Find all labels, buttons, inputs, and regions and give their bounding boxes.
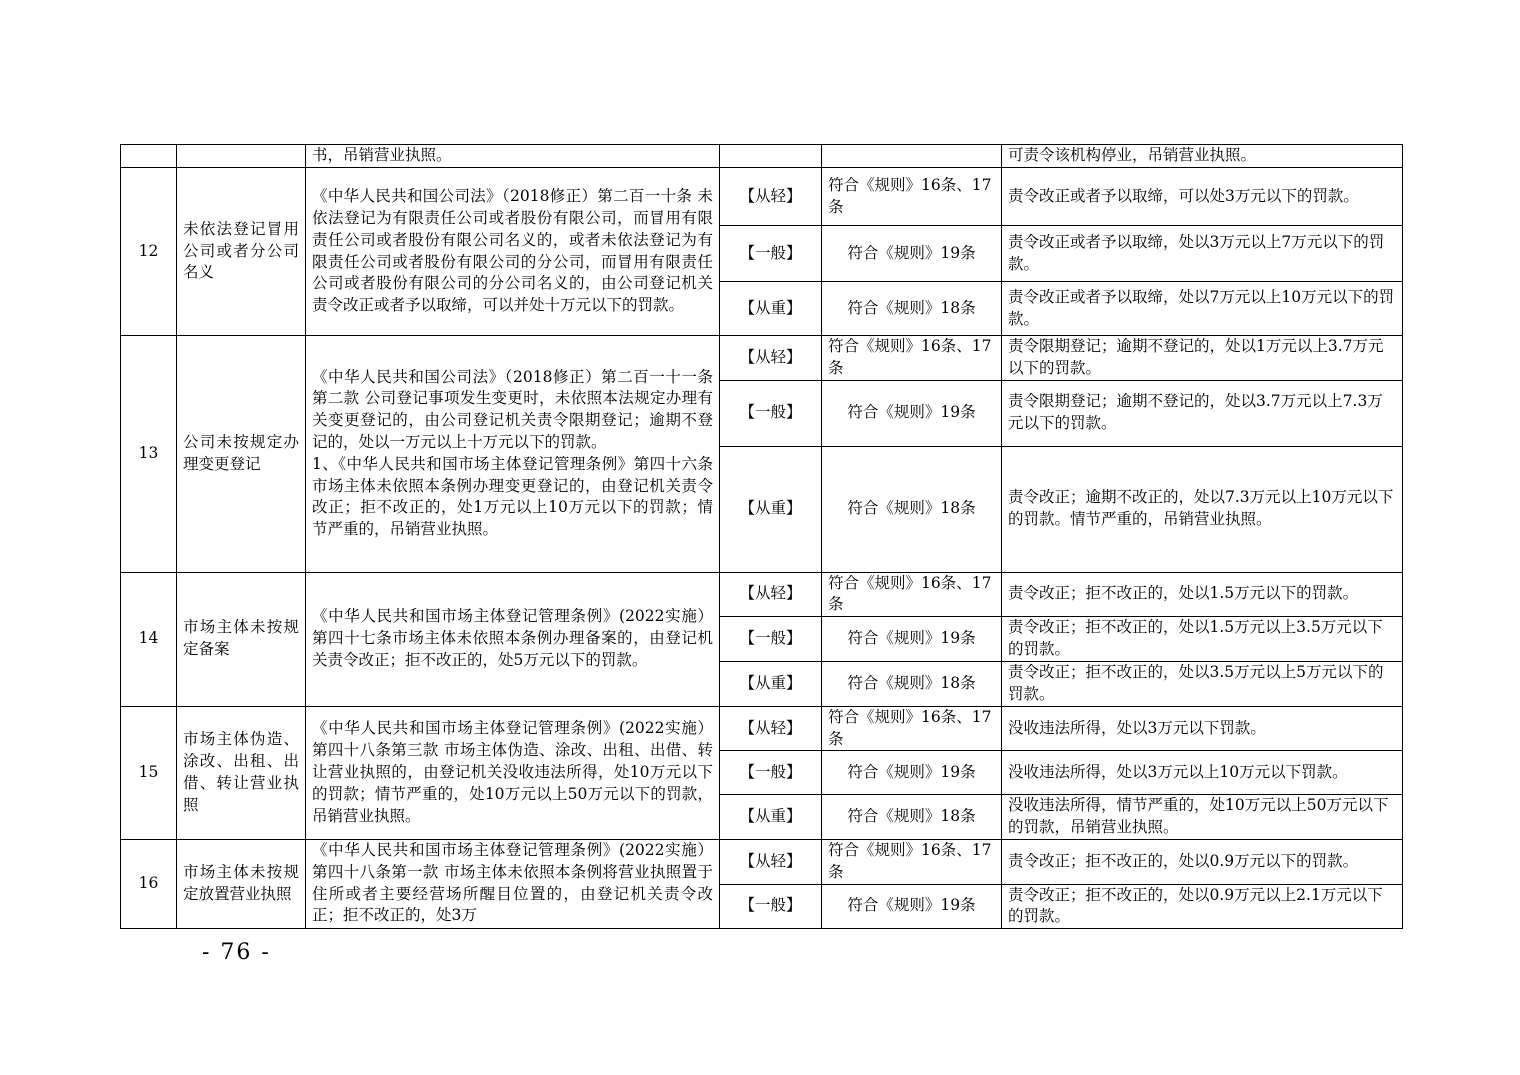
penalty-standard-cell: 责令改正；拒不改正的，处以0.9万元以下的罚款。 <box>1002 839 1403 884</box>
violation-item-cell: 市场主体伪造、涂改、出租、出借、转让营业执照 <box>177 706 306 839</box>
legal-basis-cell <box>306 168 720 336</box>
row-number-cell: 12 <box>121 168 177 336</box>
penalty-standard-cell: 没收违法所得，处以3万元以上10万元以下罚款。 <box>1002 751 1403 795</box>
violation-item-cell: 市场主体未按规定放置营业执照 <box>177 839 306 928</box>
violation-item-cell: 公司未按规定办理变更登记 <box>177 336 306 573</box>
applicable-condition-cell: 符合《规则》19条 <box>822 617 1002 662</box>
penalty-standard-cell: 没收违法所得，处以3万元以下罚款。 <box>1002 706 1403 751</box>
carry-cond-cell <box>822 145 1002 168</box>
penalty-standard-cell: 责令改正；逾期不改正的，处以7.3万元以上10万元以下的罚款。情节严重的，吊销营业执照。 <box>1002 446 1403 572</box>
legal-basis-cell <box>306 572 720 706</box>
carry-no-cell <box>121 145 177 168</box>
discretion-level-cell: 【从轻】 <box>720 336 822 381</box>
discretion-level-cell: 【一般】 <box>720 884 822 929</box>
carry-item-cell <box>177 145 306 168</box>
penalty-standard-cell: 没收违法所得，情节严重的，处10万元以上50万元以下的罚款，吊销营业执照。 <box>1002 795 1403 840</box>
discretion-level-cell: 【从重】 <box>720 282 822 336</box>
legal-basis-paragraph: 《中华人民共和国市场主体登记管理条例》(2022实施）第四十八条第三款 市场主体伪造、涂改、出租、出借、转让营业执照的，由登记机关没收违法所得，处10万元以下的罚款；情节严重的，处10万元以上50万元以下的罚款，吊销营业执照。 <box>312 719 713 825</box>
penalty-standard-cell: 责令改正；拒不改正的，处以3.5万元以上5万元以下的罚款。 <box>1002 661 1403 706</box>
discretion-level-cell: 【从轻】 <box>720 572 822 617</box>
table-body <box>121 145 1403 929</box>
penalty-standard-cell: 责令限期登记；逾期不登记的，处以1万元以上3.7万元以下的罚款。 <box>1002 336 1403 381</box>
discretion-level-cell: 【一般】 <box>720 380 822 446</box>
applicable-condition-cell: 符合《规则》16条、17条 <box>822 706 1002 751</box>
applicable-condition-cell: 符合《规则》19条 <box>822 884 1002 929</box>
table-row <box>121 168 1403 226</box>
penalty-standard-cell: 责令改正或者予以取缔，处以7万元以上10万元以下的罚款。 <box>1002 282 1403 336</box>
legal-basis-paragraph: 《中华人民共和国市场主体登记管理条例》(2022实施）第四十八条第一款 市场主体未依照本条例将营业执照置于住所或者主要经营场所醒目位置的，由登记机关责令改正；拒不改正的，处3万 <box>312 840 713 925</box>
discretion-level-cell: 【一般】 <box>720 617 822 662</box>
carry-basis-cell: 书，吊销营业执照。 <box>306 145 720 168</box>
discretion-level-cell: 【从重】 <box>720 661 822 706</box>
page-number: - 76 - <box>202 940 271 965</box>
applicable-condition-cell: 符合《规则》16条、17条 <box>822 336 1002 381</box>
applicable-condition-cell: 符合《规则》18条 <box>822 446 1002 572</box>
applicable-condition-cell: 符合《规则》19条 <box>822 380 1002 446</box>
discretion-level-cell: 【一般】 <box>720 226 822 282</box>
penalty-standard-cell: 责令改正或者予以取缔，处以3万元以上7万元以下的罚款。 <box>1002 226 1403 282</box>
discretion-level-cell: 【从轻】 <box>720 168 822 226</box>
row-number-cell: 14 <box>121 572 177 706</box>
discretion-level-cell: 【从重】 <box>720 795 822 840</box>
applicable-condition-cell: 符合《规则》19条 <box>822 226 1002 282</box>
violation-item-cell: 市场主体未按规定备案 <box>177 572 306 706</box>
legal-basis-paragraph: 《中华人民共和国市场主体登记管理条例》(2022实施）第四十七条市场主体未依照本条例办理备案的，由登记机关责令改正；拒不改正的，处5万元以下的罚款。 <box>312 607 713 670</box>
row-number-cell: 13 <box>121 336 177 573</box>
applicable-condition-cell: 符合《规则》18条 <box>822 661 1002 706</box>
penalty-standard-cell: 责令改正；拒不改正的，处以1.5万元以上3.5万元以下的罚款。 <box>1002 617 1403 662</box>
legal-basis-paragraph: 1、《中华人民共和国市场主体登记管理条例》第四十六条市场主体未依照本条例办理变更登记的，由登记机关责令改正；拒不改正的，处1万元以上10万元以下的罚款；情节严重的，吊销营业执照。 <box>312 454 713 539</box>
table-row-carryover <box>121 145 1403 168</box>
applicable-condition-cell: 符合《规则》16条、17条 <box>822 839 1002 884</box>
carry-standard-cell: 可责令该机构停业，吊销营业执照。 <box>1002 145 1403 168</box>
discretion-level-cell: 【从轻】 <box>720 706 822 751</box>
applicable-condition-cell: 符合《规则》18条 <box>822 795 1002 840</box>
penalty-standard-table <box>120 144 1403 929</box>
applicable-condition-cell: 符合《规则》16条、17条 <box>822 572 1002 617</box>
applicable-condition-cell: 符合《规则》19条 <box>822 751 1002 795</box>
penalty-standard-cell: 责令改正；拒不改正的，处以0.9万元以上2.1万元以下的罚款。 <box>1002 884 1403 929</box>
table-row <box>121 572 1403 617</box>
penalty-standard-cell: 责令限期登记；逾期不登记的，处以3.7万元以上7.3万元以下的罚款。 <box>1002 380 1403 446</box>
carry-level-cell <box>720 145 822 168</box>
table-row <box>121 336 1403 381</box>
row-number-cell: 16 <box>121 839 177 928</box>
penalty-standard-cell: 责令改正；拒不改正的，处以1.5万元以下的罚款。 <box>1002 572 1403 617</box>
applicable-condition-cell: 符合《规则》16条、17条 <box>822 168 1002 226</box>
legal-basis-cell <box>306 336 720 573</box>
legal-basis-cell <box>306 839 720 928</box>
discretion-level-cell: 【从轻】 <box>720 839 822 884</box>
applicable-condition-cell: 符合《规则》18条 <box>822 282 1002 336</box>
discretion-level-cell: 【从重】 <box>720 446 822 572</box>
legal-basis-paragraph: 《中华人民共和国公司法》（2018修正）第二百一十一条第二款 公司登记事项发生变更时，未依照本法规定办理有关变更登记的，由公司登记机关责令限期登记；逾期不登记的，处以一万元以上十万元以下的罚款。 <box>312 367 713 451</box>
table-row <box>121 706 1403 751</box>
discretion-level-cell: 【一般】 <box>720 751 822 795</box>
legal-basis-paragraph: 《中华人民共和国公司法》（2018修正）第二百一十条 未依法登记为有限责任公司或者股份有限公司，而冒用有限责任公司或者股份有限公司名义的，或者未依法登记为有限责任公司或者股份有限公司的分公司，而冒用有限责任公司或者股份有限公司的分公司名义的，由公司登记机关责令改正或者予以取缔，可以并处十万元以下的罚款。 <box>312 187 713 315</box>
legal-basis-cell <box>306 706 720 839</box>
violation-item-cell: 未依法登记冒用公司或者分公司名义 <box>177 168 306 336</box>
table-row <box>121 839 1403 884</box>
row-number-cell: 15 <box>121 706 177 839</box>
penalty-standard-cell: 责令改正或者予以取缔，可以处3万元以下的罚款。 <box>1002 168 1403 226</box>
